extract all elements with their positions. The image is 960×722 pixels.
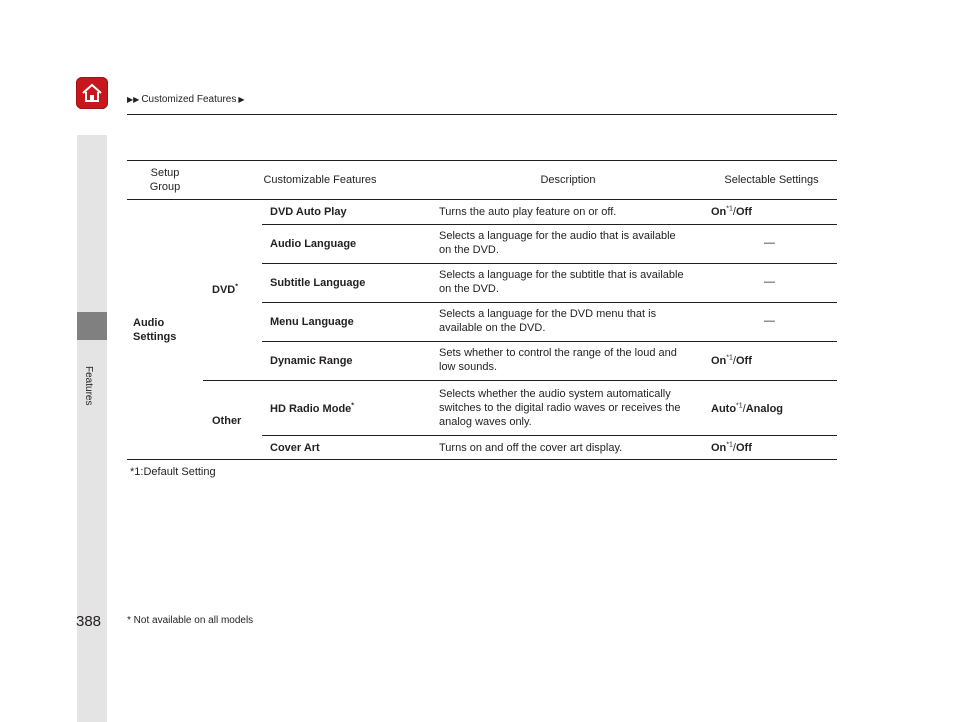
sidebar-tab[interactable] — [77, 135, 107, 312]
setting-value: Off — [735, 355, 752, 367]
group-line: Settings — [133, 331, 177, 343]
sidebar-tab-active[interactable] — [77, 312, 107, 340]
header-selectable-settings: Selectable Settings — [724, 174, 819, 186]
description-line: Selects a language for the audio that is available — [439, 230, 676, 242]
group-audio-settings — [133, 316, 176, 344]
feature-dynamic-range: Dynamic Range — [270, 355, 353, 367]
description: Turns the auto play feature on or off. — [439, 206, 617, 218]
setting-value: Off — [735, 442, 752, 454]
footnote-mark: *1 — [736, 402, 743, 410]
description — [439, 346, 677, 374]
header-group-line: Group — [149, 181, 181, 193]
setting — [711, 205, 752, 219]
description-line: on the DVD. — [439, 244, 499, 256]
breadcrumb-arrow-icon: ▶▶ — [127, 95, 140, 104]
page-number: 388 — [76, 613, 102, 630]
feature-cover-art: Cover Art — [270, 442, 320, 454]
description — [439, 307, 656, 335]
breadcrumb — [127, 94, 245, 105]
setting — [711, 441, 752, 455]
header-setup-line: Setup — [150, 167, 180, 179]
table-bottom-rule — [127, 459, 837, 460]
description — [439, 229, 676, 257]
home-icon — [80, 81, 104, 105]
models-footnote: * Not available on all models — [127, 615, 254, 626]
description-line: Selects a language for the subtitle that is available — [439, 269, 684, 281]
subgroup-dvd — [212, 283, 238, 297]
description-line: Selects whether the audio system automatically — [439, 388, 671, 400]
setting-value: Analog — [745, 403, 784, 415]
feature-hd-radio-mode — [270, 402, 354, 416]
subgroup-other: Other — [212, 415, 242, 427]
feature-audio-language: Audio Language — [270, 238, 357, 250]
description — [439, 387, 681, 429]
description — [439, 268, 684, 296]
group-line: Audio — [133, 317, 165, 329]
row-rule — [203, 380, 837, 381]
setting-separator: / — [732, 355, 736, 367]
footnote-mark: * — [235, 283, 238, 291]
description-line: Sets whether to control the range of the loud and — [439, 347, 677, 359]
header-customizable-features: Customizable Features — [263, 174, 377, 186]
footnote-mark: * — [351, 402, 355, 410]
setting-value: Off — [735, 206, 752, 218]
subgroup-dvd-label: DVD — [212, 284, 236, 296]
feature-subtitle-language: Subtitle Language — [270, 277, 366, 289]
description-line: Selects a language for the DVD menu that is — [439, 308, 657, 320]
setting-separator: / — [732, 442, 736, 454]
description-line: low sounds. — [439, 361, 498, 373]
setting-none: — — [764, 237, 775, 249]
row-rule — [262, 302, 837, 303]
footnote-mark: *1 — [726, 205, 733, 213]
row-rule — [262, 263, 837, 264]
row-rule — [262, 224, 837, 225]
row-rule — [262, 341, 837, 342]
default-setting-note: *1:Default Setting — [130, 466, 216, 478]
setting-value: On — [711, 355, 727, 367]
setting-separator: / — [742, 403, 746, 415]
feature-label: HD Radio Mode — [270, 403, 352, 415]
setting-value: Auto — [711, 403, 737, 415]
header-description: Description — [540, 174, 596, 186]
header-rule — [127, 199, 837, 200]
setting-separator: / — [732, 206, 736, 218]
table-top-rule — [127, 160, 837, 161]
header-setup-group — [127, 166, 203, 194]
setting-value: On — [711, 206, 727, 218]
sidebar-label: Features — [83, 366, 94, 406]
description-line: analog waves only. — [439, 416, 532, 428]
feature-menu-language: Menu Language — [270, 316, 354, 328]
description-line: switches to the digital radio waves or receives the — [439, 402, 681, 414]
setting — [711, 354, 752, 368]
footnote-mark: *1 — [726, 354, 733, 362]
row-rule — [262, 435, 837, 436]
home-button[interactable] — [76, 77, 108, 109]
setting-none: — — [764, 276, 775, 288]
setting-none: — — [764, 315, 775, 327]
setting-value: On — [711, 442, 727, 454]
description-line: available on the DVD. — [439, 322, 546, 334]
breadcrumb-arrow-icon: ▶ — [238, 95, 245, 104]
feature-dvd-auto-play: DVD Auto Play — [270, 206, 347, 218]
setting — [711, 402, 783, 416]
breadcrumb-link[interactable]: Customized Features — [141, 94, 237, 105]
description: Turns on and off the cover art display. — [439, 442, 623, 454]
footnote-mark: *1 — [726, 441, 733, 449]
header-rule — [127, 114, 837, 115]
description-line: on the DVD. — [439, 283, 499, 295]
